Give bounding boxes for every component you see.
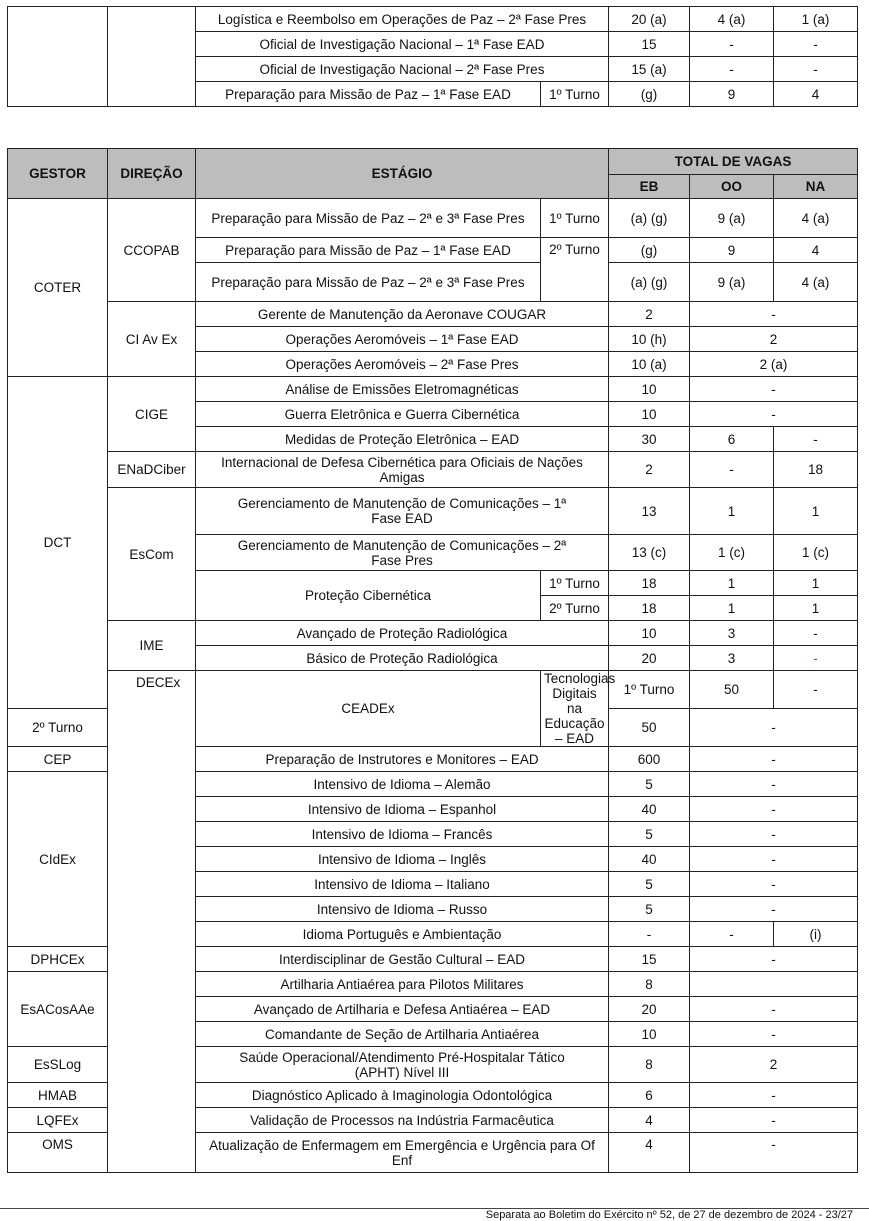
oo-cell: 4 (a) — [690, 7, 774, 32]
estagio-cell: Intensivo de Idioma – Alemão — [196, 772, 609, 797]
turno-cell: 2º Turno — [541, 596, 609, 621]
estagio-header: ESTÁGIO — [196, 149, 609, 199]
table-row — [8, 671, 858, 709]
eb-header: EB — [609, 175, 690, 199]
direcao-header: DIREÇÃO — [108, 149, 196, 199]
eb-cell: 30 — [609, 427, 690, 452]
oo-na-cell: 2 — [690, 1047, 858, 1083]
na-cell: 4 — [774, 238, 858, 263]
eb-cell: 20 — [609, 997, 690, 1022]
direcao-cell: DPHCEx — [8, 947, 108, 972]
eb-cell: 13 (c) — [609, 535, 690, 571]
oo-cell: - — [690, 57, 774, 82]
eb-cell: 10 (h) — [609, 327, 690, 352]
oo-na-cell: - — [690, 822, 858, 847]
oo-cell: 1 — [690, 596, 774, 621]
na-cell: 1 — [774, 596, 858, 621]
na-cell: (i) — [774, 922, 858, 947]
eb-cell: 20 — [609, 646, 690, 671]
na-cell: 1 — [774, 571, 858, 596]
na-cell: 1 (c) — [774, 535, 858, 571]
oo-na-cell: - — [690, 709, 858, 747]
oo-cell: 3 — [690, 621, 774, 646]
gestor-cell: DECEx — [108, 671, 196, 1173]
oo-na-cell: - — [690, 1083, 858, 1108]
direcao-cell: ENaDCiber — [108, 452, 196, 488]
turno-cell: 1º Turno — [541, 571, 609, 596]
table-row — [8, 452, 858, 488]
estagio-cell: Logística e Reembolso em Operações de Paz – 2ª Fase Pres — [196, 7, 609, 32]
oo-na-cell: - — [690, 897, 858, 922]
continuation-table — [7, 6, 858, 107]
eb-cell: 20 (a) — [609, 7, 690, 32]
eb-cell: 10 — [609, 1022, 690, 1047]
estagio-cell: Oficial de Investigação Nacional – 2ª Fase Pres — [196, 57, 609, 82]
oo-cell: 9 (a) — [690, 263, 774, 302]
turno-cell: 2º Turno — [541, 238, 609, 302]
eb-cell: 10 (a) — [609, 352, 690, 377]
turno-cell: 1º Turno — [541, 82, 609, 107]
table-row — [8, 621, 858, 646]
na-cell: - — [774, 621, 858, 646]
direcao-cell: CCOPAB — [108, 199, 196, 302]
oo-na-cell: - — [774, 671, 858, 709]
direcao-cell: OMS — [8, 1133, 108, 1173]
oo-na-cell: - — [690, 402, 858, 427]
na-cell: 18 — [774, 452, 858, 488]
eb-cell: 15 — [609, 947, 690, 972]
direcao-cell: CI Av Ex — [108, 302, 196, 377]
eb-cell: 4 — [609, 1108, 690, 1133]
total-vagas-header: TOTAL DE VAGAS — [609, 149, 858, 175]
eb-cell: 18 — [609, 571, 690, 596]
direcao-cell: CEP — [8, 747, 108, 772]
estagio-cell: Preparação de Instrutores e Monitores – EAD — [196, 747, 609, 772]
estagio-cell: Gerenciamento de Manutenção de Comunicações – 2ª Fase Pres — [196, 535, 609, 571]
na-cell: - — [774, 427, 858, 452]
estagio-cell: Preparação para Missão de Paz – 2ª e 3ª Fase Pres — [196, 263, 541, 302]
estagio-cell: Intensivo de Idioma – Italiano — [196, 872, 609, 897]
turno-cell: 1º Turno — [541, 199, 609, 238]
gestor-cell — [8, 7, 108, 107]
direcao-cell: IME — [108, 621, 196, 671]
table-row — [8, 302, 858, 327]
eb-cell: 40 — [609, 797, 690, 822]
estagio-cell: Básico de Proteção Radiológica — [196, 646, 609, 671]
eb-cell: 50 — [609, 709, 690, 747]
direcao-cell: CIdEx — [8, 772, 108, 947]
eb-cell: 5 — [609, 897, 690, 922]
na-cell: 4 — [774, 82, 858, 107]
eb-cell: 4 — [609, 1133, 690, 1173]
na-cell: - — [774, 32, 858, 57]
oo-cell: - — [690, 452, 774, 488]
eb-cell: 10 — [609, 621, 690, 646]
eb-cell: 5 — [609, 822, 690, 847]
turno-cell: 2º Turno — [8, 709, 108, 747]
estagio-cell: Diagnóstico Aplicado à Imaginologia Odontológica — [196, 1083, 609, 1108]
eb-cell: (a) (g) — [609, 263, 690, 302]
gestor-cell: DCT — [8, 377, 108, 709]
oo-na-cell: - — [690, 1133, 858, 1173]
na-cell: 4 (a) — [774, 199, 858, 238]
eb-cell: 2 — [609, 452, 690, 488]
estagio-cell: Avançado de Artilharia e Defesa Antiaérea – EAD — [196, 997, 609, 1022]
oo-cell: - — [690, 922, 774, 947]
eb-cell: 18 — [609, 596, 690, 621]
eb-cell: 5 — [609, 772, 690, 797]
direcao-cell — [108, 7, 196, 107]
estagio-cell: Preparação para Missão de Paz – 2ª e 3ª Fase Pres — [196, 199, 541, 238]
direcao-cell: LQFEx — [8, 1108, 108, 1133]
estagio-cell: Validação de Processos na Indústria Farmacêutica — [196, 1108, 609, 1133]
oo-cell: 9 (a) — [690, 199, 774, 238]
eb-cell: 6 — [609, 1083, 690, 1108]
eb-cell: (g) — [609, 238, 690, 263]
direcao-cell: EsSLog — [8, 1047, 108, 1083]
table-row — [8, 488, 858, 535]
eb-cell: 10 — [609, 377, 690, 402]
oo-na-cell: - — [690, 947, 858, 972]
table-row — [8, 199, 858, 238]
estagio-cell: Atualização de Enfermagem em Emergência e Urgência para Of Enf — [196, 1133, 609, 1173]
oo-cell: 9 — [690, 82, 774, 107]
estagio-cell: Avançado de Proteção Radiológica — [196, 621, 609, 646]
turno-cell: 1º Turno — [609, 671, 690, 709]
estagio-cell: Internacional de Defesa Cibernética para Oficiais de Nações Amigas — [196, 452, 609, 488]
eb-cell: 8 — [609, 972, 690, 997]
estagio-cell: Saúde Operacional/Atendimento Pré-Hospitalar Tático (APHT) Nível III — [196, 1047, 609, 1083]
eb-cell: 15 (a) — [609, 57, 690, 82]
oo-na-cell — [690, 972, 858, 997]
gestor-header: GESTOR — [8, 149, 108, 199]
oo-na-cell: - — [690, 1022, 858, 1047]
na-header: NA — [774, 175, 858, 199]
na-cell: 4 (a) — [774, 263, 858, 302]
na-cell: 1 — [774, 488, 858, 535]
eb-cell: - — [609, 922, 690, 947]
eb-cell: 15 — [609, 32, 690, 57]
eb-cell: 600 — [609, 747, 690, 772]
oo-na-cell: - — [690, 747, 858, 772]
estagio-cell: Preparação para Missão de Paz – 1ª Fase EAD — [196, 82, 541, 107]
direcao-cell: CEADEx — [196, 671, 541, 747]
estagio-cell: Medidas de Proteção Eletrônica – EAD — [196, 427, 609, 452]
estagio-cell: Intensivo de Idioma – Russo — [196, 897, 609, 922]
oo-cell: 3 — [690, 646, 774, 671]
oo-cell: 1 (c) — [690, 535, 774, 571]
eb-cell: 13 — [609, 488, 690, 535]
eb-cell: (g) — [609, 82, 690, 107]
oo-cell: 9 — [690, 238, 774, 263]
header-row — [8, 149, 858, 175]
gestor-cell: COTER — [8, 199, 108, 377]
na-cell: - — [774, 646, 858, 671]
estagio-cell: Proteção Cibernética — [196, 571, 541, 621]
oo-na-cell: 2 (a) — [690, 352, 858, 377]
na-cell: 1 (a) — [774, 7, 858, 32]
oo-cell: 1 — [690, 571, 774, 596]
oo-na-cell: - — [690, 302, 858, 327]
estagio-cell: Comandante de Seção de Artilharia Antiaérea — [196, 1022, 609, 1047]
direcao-cell: EsCom — [108, 488, 196, 621]
oo-na-cell: - — [690, 997, 858, 1022]
eb-cell: 40 — [609, 847, 690, 872]
eb-cell: 8 — [609, 1047, 690, 1083]
estagio-cell: Intensivo de Idioma – Espanhol — [196, 797, 609, 822]
direcao-cell: EsACosAAe — [8, 972, 108, 1047]
eb-cell: (a) (g) — [609, 199, 690, 238]
estagio-cell: Interdisciplinar de Gestão Cultural – EAD — [196, 947, 609, 972]
oo-cell: 6 — [690, 427, 774, 452]
estagio-cell: Operações Aeromóveis – 1ª Fase EAD — [196, 327, 609, 352]
oo-na-cell: - — [690, 377, 858, 402]
estagio-cell: Intensivo de Idioma – Francês — [196, 822, 609, 847]
oo-na-cell: - — [690, 1108, 858, 1133]
eb-cell: 50 — [690, 671, 774, 709]
estagio-cell: Tecnologias Digitais na Educação – EAD — [541, 671, 609, 747]
estagio-cell: Gerenciamento de Manutenção de Comunicações – 1ª Fase EAD — [196, 488, 609, 535]
na-cell: - — [774, 57, 858, 82]
oo-cell: 1 — [690, 488, 774, 535]
estagio-cell: Gerente de Manutenção da Aeronave COUGAR — [196, 302, 609, 327]
vagas-table — [7, 148, 858, 1173]
estagio-cell: Operações Aeromóveis – 2ª Fase Pres — [196, 352, 609, 377]
oo-header: OO — [690, 175, 774, 199]
estagio-cell: Oficial de Investigação Nacional – 1ª Fase EAD — [196, 32, 609, 57]
estagio-cell: Guerra Eletrônica e Guerra Cibernética — [196, 402, 609, 427]
estagio-cell: Preparação para Missão de Paz – 1ª Fase EAD — [196, 238, 541, 263]
direcao-cell: HMAB — [8, 1083, 108, 1108]
eb-cell: 5 — [609, 872, 690, 897]
direcao-cell: CIGE — [108, 377, 196, 452]
estagio-cell: Artilharia Antiaérea para Pilotos Militares — [196, 972, 609, 997]
oo-na-cell: - — [690, 847, 858, 872]
estagio-cell: Idioma Português e Ambientação — [196, 922, 609, 947]
oo-na-cell: - — [690, 872, 858, 897]
oo-na-cell: - — [690, 797, 858, 822]
table-row — [8, 377, 858, 402]
eb-cell: 2 — [609, 302, 690, 327]
eb-cell: 10 — [609, 402, 690, 427]
oo-na-cell: - — [690, 772, 858, 797]
estagio-cell: Análise de Emissões Eletromagnéticas — [196, 377, 609, 402]
oo-cell: - — [690, 32, 774, 57]
oo-na-cell: 2 — [690, 327, 858, 352]
estagio-cell: Intensivo de Idioma – Inglês — [196, 847, 609, 872]
table-row — [8, 7, 858, 32]
footer-text: Separata ao Boletim do Exército nº 52, de 27 de dezembro de 2024 - 23/27 — [485, 1209, 853, 1221]
